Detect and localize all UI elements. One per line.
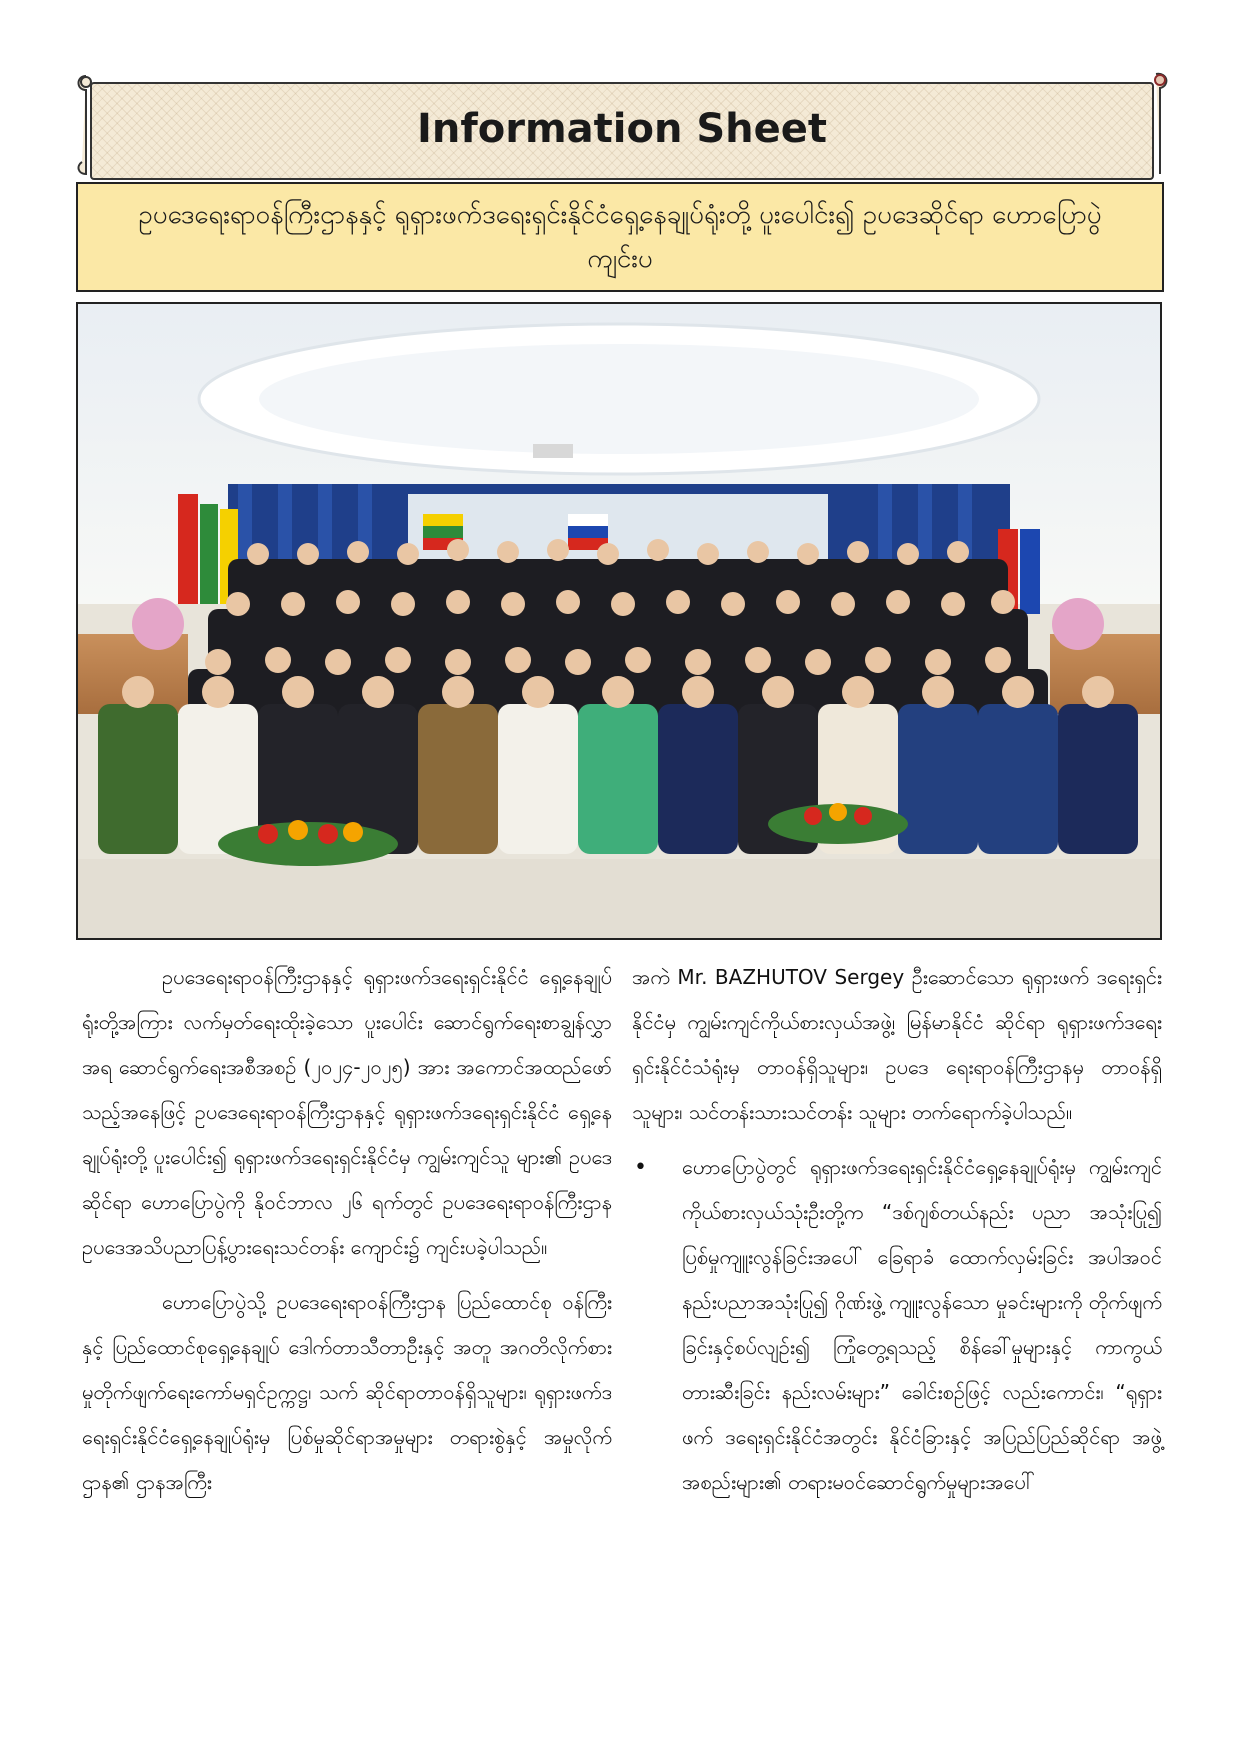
banner-panel xyxy=(90,82,1154,180)
page-title: Information Sheet xyxy=(416,106,828,152)
paragraph: ဟောပြောပွဲသို့ ဥပဒေရေးရာဝန်ကြီးဌာန ပြည်ထောင်စု ဝန်ကြီးနှင့် ပြည်ထောင်စုရှေ့နေချုပ် ဒေါက်တာသီတာဦးနှင့် အတူ အဂတိလိုက်စားမှုတိုက်ဖျက်ရေးကော်မရှင်ဥက္ကဋ္ဌ၊ သက် ဆိုင်ရာတာဝန်ရှိသူများ၊ ရုရှားဖက်ဒရေးရှင်းနိုင်ငံရှေ့နေချုပ်ရုံးမှ ပြစ်မှုဆိုင်ရာအမှုများ တရားစွဲနှင့် အမှုလိုက်ဌာန၏ ဌာနအကြီး xyxy=(82,1290,612,1494)
headline-box xyxy=(76,182,1164,292)
group-photo-icon xyxy=(78,304,1160,938)
bullet-text: ဟောပြောပွဲတွင် ရုရှားဖက်ဒရေးရှင်းနိုင်ငံရှေ့နေချုပ်ရုံးမှ ကျွမ်းကျင်ကိုယ်စားလှယ်သုံးဦးတို့က “ဒစ်ဂျစ်တယ်နည်း ပညာ အသုံးပြု၍ ပြစ်မှုကျူးလွန်ခြင်းအပေါ် ခြေရာခံ ထောက်လှမ်းခြင်း အပါအဝင် နည်းပညာအသုံးပြု၍ ဂိုဏ်းဖွဲ့ ကျူးလွန်သော မှုခင်းများကို တိုက်ဖျက်ခြင်းနှင့်စပ်လျဉ်း၍ ကြုံတွေ့ရသည့် စိန်ခေါ်မှုများနှင့် ကာကွယ်တားဆီးခြင်း နည်းလမ်းများ” ခေါင်းစဉ်ဖြင့် လည်းကောင်း၊ “ရုရှားဖက် ဒရေးရှင်းနိုင်ငံအတွင်း နိုင်ငံခြားနှင့် အပြည်ပြည်ဆိုင်ရာ အဖွဲ့အစည်းများ၏ တရားမဝင်ဆောင်ရွက်မှုများအပေါ် xyxy=(682,1155,1162,1494)
group-photo xyxy=(76,302,1162,940)
paragraph: အကဲ Mr. BAZHUTOV Sergey ဦးဆောင်သော ရုရှားဖက် ဒရေးရှင်းနိုင်ငံမှ ကျွမ်းကျင်ကိုယ်စားလှယ်အဖွဲ့၊ မြန်မာနိုင်ငံ ဆိုင်ရာ ရုရှားဖက်ဒရေးရှင်းနိုင်ငံသံရုံးမှ တာဝန်ရှိသူများ၊ ဥပဒေ ရေးရာဝန်ကြီးဌာနမှ တာဝန်ရှိသူများ၊ သင်တန်းသားသင်တန်း သူများ တက်ရောက်ခဲ့ပါသည်။ xyxy=(632,965,1162,1124)
bullet-icon: • xyxy=(634,1155,647,1180)
paragraph: ဥပဒေရေးရာဝန်ကြီးဌာနနှင့် ရုရှားဖက်ဒရေးရှင်းနိုင်ငံ ရှေ့နေချုပ်ရုံးတို့အကြား လက်မှတ်ရေးထိုးခဲ့သော ပူးပေါင်း ဆောင်ရွက်ရေးစာချွန်လွှာအရ ဆောင်ရွက်ရေးအစီအစဉ် (၂၀၂၄-၂၀၂၅) အား အကောင်အထည်ဖော်သည့်အနေဖြင့် ဥပဒေရေးရာဝန်ကြီးဌာနနှင့် ရုရှားဖက်ဒရေးရှင်းနိုင်ငံ ရှေ့နေ ချုပ်ရုံးတို့ ပူးပေါင်း၍ ရုရှားဖက်ဒရေးရှင်းနိုင်ငံမှ ကျွမ်းကျင်သူ များ၏ ဥပဒေဆိုင်ရာ ဟောပြောပွဲကို နိုဝင်ဘာလ ၂၆ ရက်တွင် ဥပဒေရေးရာဝန်ကြီးဌာန ဥပဒေအသိပညာပြန့်ပွားရေးသင်တန်း ကျောင်း၌ ကျင်းပခဲ့ပါသည်။ xyxy=(82,965,612,1259)
headline-text: ဥပဒေရေးရာဝန်ကြီးဌာနနှင့် ရုရှားဖက်ဒရေးရှင်းနိုင်ငံရှေ့နေချုပ်ရုံးတို့ ပူးပေါင်း၍ ဥပဒေဆိုင်ရာ ဟောပြောပွဲ ကျင်းပ xyxy=(138,200,1102,274)
title-banner xyxy=(72,70,1172,182)
scroll-right-curl-icon xyxy=(1146,70,1172,180)
right-column xyxy=(632,955,1162,1515)
bullet-item xyxy=(632,1145,1162,1505)
left-column xyxy=(82,955,612,1515)
